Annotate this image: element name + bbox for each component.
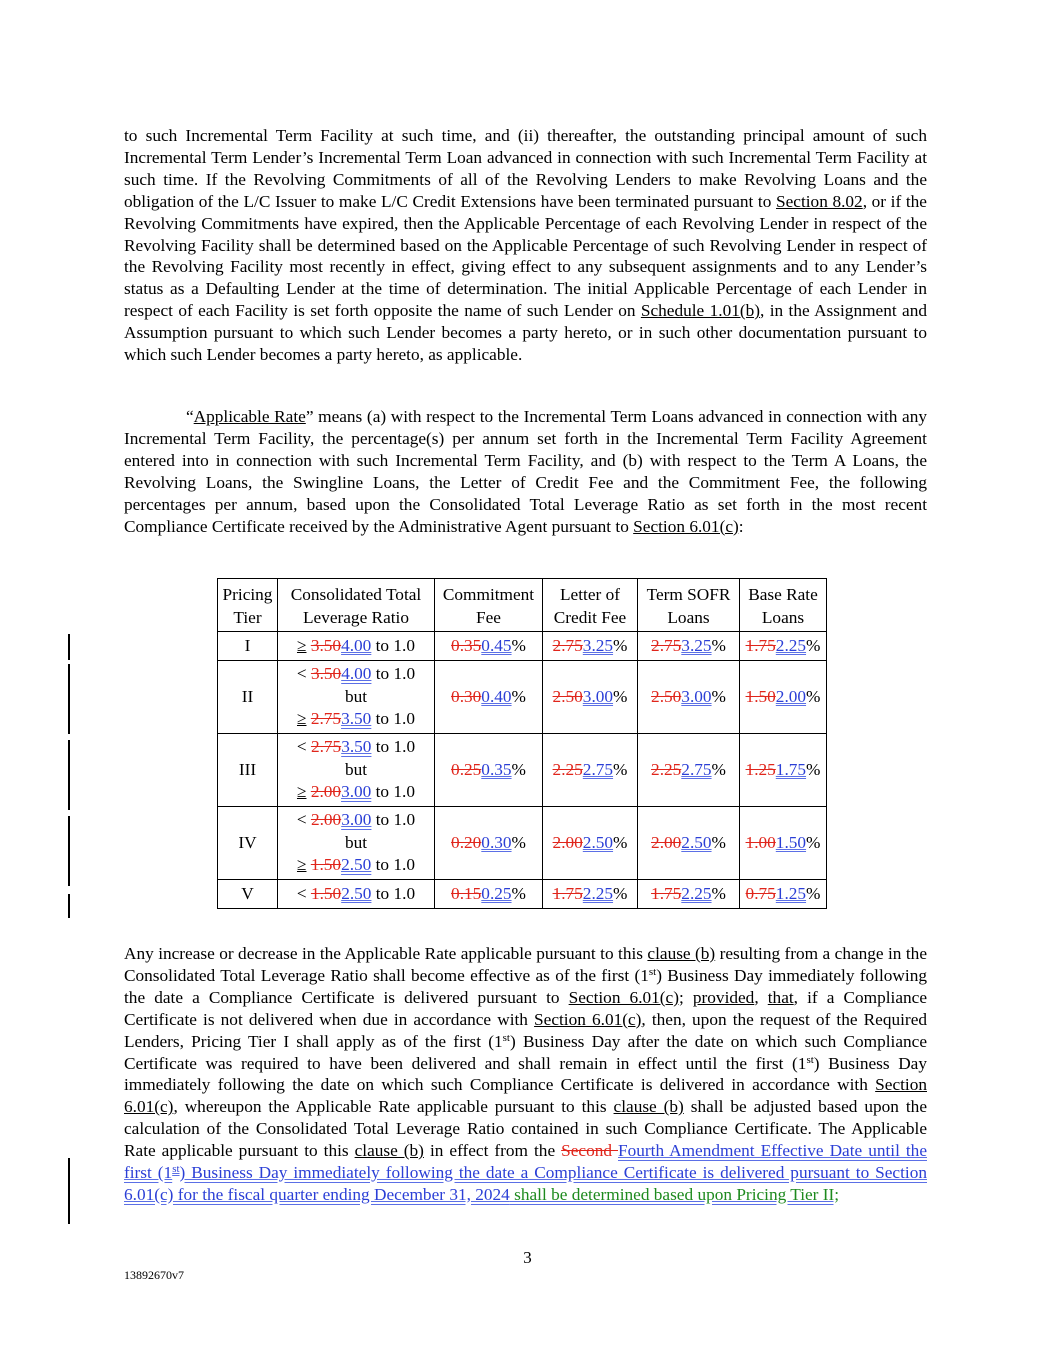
base-rate-cell: [740, 661, 827, 734]
ratio-cell: [278, 880, 435, 909]
text: %: [711, 832, 726, 852]
text: , or if the Revolving Commitments have expired, then the Applicable Percentage of each Revolving Lender in respect of the Revolving Facility shall be determined based on the Applicable Percentage of such Revolving Lender in respect of the Revolving Facility most recently in effect, giving effect to any subsequent assignments and to any Lender’s status as a Defaulting Lender at the time of determination. The initial Applicable Percentage of each Lender in respect of each Facility is set forth opposite the name of such Lender on: [124, 191, 927, 321]
ratio-line: [281, 781, 431, 804]
inserted-value: 4.00: [341, 635, 372, 655]
term-sofr-cell: [638, 734, 740, 807]
section-reference: Section 6.01(c): [124, 1075, 927, 1117]
deleted-value: 1.25: [745, 759, 776, 779]
inserted-value: 0.25: [481, 883, 512, 903]
term-sofr-cell: [638, 880, 740, 909]
term-sofr-cell: [638, 632, 740, 661]
ordinal-suffix: st: [648, 965, 657, 978]
term-sofr-cell: [638, 807, 740, 880]
ratio-line: but: [344, 759, 368, 779]
loc-fee-cell: [543, 632, 638, 661]
inserted-value: 2.00: [775, 686, 807, 706]
text: <: [296, 810, 307, 830]
paragraph-applicable-percentage: [124, 125, 927, 366]
deleted-value: 1.75: [552, 883, 583, 903]
base-rate-cell: [740, 632, 827, 661]
inserted-value: 3.25: [681, 635, 712, 655]
schedule-reference: Schedule 1.01(b): [640, 301, 760, 321]
text: to 1.0: [371, 782, 415, 802]
text: , then, upon the request of the Required Lenders, Pricing Tier I shall apply as of the first (1: [124, 1009, 928, 1051]
header-commitment-fee: Commitment Fee: [435, 579, 543, 632]
loc-fee-cell: [543, 661, 638, 734]
tier-cell: III: [218, 734, 278, 807]
deleted-value: 1.50: [745, 686, 776, 706]
ratio-cell: [278, 807, 435, 880]
inserted-value: 1.25: [775, 883, 807, 903]
text: %: [613, 832, 628, 852]
tier-cell: IV: [218, 807, 278, 880]
text: ≥: [296, 709, 307, 729]
text: ) Business Day immediately following the date on which such Compliance Certificate is delivered in accordance with: [124, 1053, 927, 1095]
deleted-value: 3.50: [310, 635, 342, 655]
text: resulting from a change in the Consolidated Total Leverage Ratio shall become effective as of the first (1: [124, 944, 927, 985]
inserted-value: 2.50: [341, 855, 372, 875]
inserted-value: 3.00: [681, 686, 712, 706]
inserted-value: 2.50: [341, 883, 372, 903]
table-header-row: [218, 579, 827, 632]
header-pricing-tier: Pricing Tier: [218, 579, 278, 632]
text: , if a Compliance Certificate is not delivered when due in accordance with: [124, 987, 928, 1029]
change-bar: [68, 816, 70, 886]
page-number: 3: [523, 1248, 532, 1267]
commitment-fee-cell: [435, 807, 543, 880]
text: to 1.0: [371, 855, 415, 875]
deleted-value: 2.50: [552, 686, 583, 706]
ratio-line: [281, 854, 431, 877]
inserted-value: 1.75: [775, 759, 807, 779]
header-base-rate-loans: Base Rate Loans: [740, 579, 827, 632]
text: to such Incremental Term Facility at such time, and (ii) thereafter, the outstanding principal amount of such Incremental Term Lender’s Incremental Term Loan advanced in connection with such Incremental Term Facility at such time. If the Revolving Commitments of all of the Revolving Lenders to make Revolving Loans and the obligation of the L/C Issuer to make L/C Credit Extensions have been terminated pursuant to: [124, 126, 927, 211]
deleted-value: 1.75: [745, 635, 776, 655]
inserted-value: 2.50: [681, 832, 712, 852]
inserted-value: 0.45: [481, 635, 512, 655]
section-reference: Section 8.02: [776, 191, 863, 211]
text: to 1.0: [371, 709, 415, 729]
text: <: [296, 737, 307, 757]
deleted-value: 2.25: [651, 759, 682, 779]
text: %: [613, 686, 628, 706]
deleted-value: 2.75: [651, 635, 682, 655]
text: %: [806, 635, 821, 655]
text: shall be adjusted based upon the calculation of the Consolidated Total Leverage Ratio contained in such Compliance Certificate. The Applicable Rate applicable pursuant to this: [124, 1097, 927, 1161]
text: <: [296, 664, 307, 684]
text: ” means (a) with respect to the Incremental Term Loans advanced in connection with any Incremental Term Facility, the percentage(s) per annum set forth in the Incremental Term Facility Agreement entered into in connection with such Incremental Term Facility, and (b) with respect to the Term A Loans, the Revolving Loans, the Swingline Loans, the Letter of Credit Fee and the Commitment Fee, the following percentages per annum, based upon the Consolidated Total Leverage Ratio as set forth in the most recent Compliance Certificate received by the Administrative Agent pursuant to: [124, 407, 927, 536]
moved-text: shall be determined based upon Pricing Tier II;: [509, 1184, 840, 1204]
term-sofr-cell: [638, 661, 740, 734]
text: “: [186, 407, 194, 426]
loc-fee-cell: [543, 807, 638, 880]
text: to 1.0: [371, 737, 416, 757]
inserted-value: 2.75: [582, 759, 614, 779]
deleted-value: 0.15: [451, 883, 482, 903]
inserted-value: 0.35: [481, 759, 512, 779]
table-row-tier-v: [218, 880, 827, 909]
inserted-value: 1.50: [775, 832, 807, 852]
clause-reference: clause (b): [647, 944, 716, 963]
deleted-value: 2.00: [310, 782, 342, 802]
text: %: [511, 686, 526, 706]
text: %: [511, 635, 526, 655]
loc-fee-cell: [543, 734, 638, 807]
text: in effect from the: [423, 1141, 562, 1161]
ratio-cell: [278, 661, 435, 734]
deleted-value: 0.30: [451, 686, 482, 706]
text: %: [806, 832, 821, 852]
tier-cell: II: [218, 661, 278, 734]
header-term-sofr-loans: Term SOFR Loans: [638, 579, 740, 632]
table-row-tier-iii: [218, 734, 827, 807]
change-bar: [68, 634, 70, 660]
ratio-line: [281, 736, 431, 759]
inserted-value: 2.25: [681, 883, 712, 903]
document-id: 13892670v7: [124, 1268, 184, 1282]
table-row-tier-ii: [218, 661, 827, 734]
proviso-term: that: [767, 987, 794, 1007]
inserted-value: 2.75: [681, 759, 712, 779]
text: %: [711, 759, 726, 779]
ordinal-suffix: st: [502, 1031, 510, 1044]
text: Any increase or decrease in the Applicable Rate applicable pursuant to this: [124, 944, 648, 963]
change-bar: [68, 664, 70, 734]
table-row-tier-i: [218, 632, 827, 661]
ratio-line: but: [344, 832, 368, 852]
commitment-fee-cell: [435, 632, 543, 661]
clause-reference: clause (b): [354, 1141, 424, 1161]
text: ≥: [296, 855, 307, 875]
deleted-value: 1.50: [310, 855, 342, 875]
text: %: [613, 759, 628, 779]
tier-cell: I: [218, 632, 278, 661]
proviso-term: provided: [692, 987, 755, 1007]
deleted-value: 3.50: [310, 664, 342, 684]
inserted-value: 0.30: [481, 832, 512, 852]
text: , in the Assignment and Assumption pursuant to which such Lender becomes a party hereto, or in such other documentation pursuant to which such Lender becomes a party hereto, as applicable.: [124, 301, 927, 365]
inserted-text: Fourth Amendment Effective Date until the first (1: [124, 1141, 927, 1183]
base-rate-cell: [740, 807, 827, 880]
text: %: [806, 686, 821, 706]
text: %: [511, 759, 526, 779]
deleted-value: 2.75: [310, 709, 342, 729]
ratio-line: [281, 663, 431, 686]
base-rate-cell: [740, 880, 827, 909]
text: :: [738, 516, 744, 536]
inserted-value: 2.25: [775, 635, 807, 655]
inserted-value: 3.00: [341, 810, 372, 830]
inserted-value: 3.50: [341, 709, 372, 729]
ratio-line: but: [344, 686, 368, 706]
text: ) Business Day after the date on which such Compliance Certificate was required to have been delivered and shall remain in effect until the first (1: [124, 1031, 928, 1073]
deleted-value: 1.75: [651, 883, 682, 903]
text: ≥: [296, 782, 307, 802]
inserted-value: 4.00: [341, 664, 372, 684]
deleted-value: 0.35: [451, 635, 482, 655]
deleted-text: Second: [561, 1141, 618, 1161]
deleted-value: 0.75: [745, 883, 776, 903]
deleted-value: 2.00: [310, 810, 342, 830]
deleted-value: 0.25: [451, 759, 482, 779]
inserted-value: 2.50: [582, 832, 614, 852]
inserted-text: ) Business Day immediately following the date a Compliance Certificate is delivered pursuant to Section 6.01(c) for the fiscal quarter ending December 31, 2024: [124, 1163, 927, 1204]
deleted-value: 2.75: [552, 635, 583, 655]
deleted-value: 2.50: [651, 686, 682, 706]
change-bar: [68, 1158, 70, 1224]
text: %: [511, 832, 526, 852]
pricing-tier-table: [217, 578, 827, 909]
inserted-value: 3.25: [582, 635, 614, 655]
table-row-tier-iv: [218, 807, 827, 880]
deleted-value: 1.00: [745, 832, 776, 852]
text: <: [296, 883, 307, 903]
text: to 1.0: [371, 883, 416, 903]
ratio-line: [281, 708, 431, 731]
tier-cell: V: [218, 880, 278, 909]
inserted-value: 3.50: [341, 737, 372, 757]
deleted-value: 2.75: [310, 737, 342, 757]
text: %: [613, 635, 628, 655]
ratio-line: [281, 809, 431, 832]
paragraph-applicable-rate-definition: [124, 406, 927, 537]
text: %: [711, 686, 726, 706]
paragraph-rate-adjustment: [124, 943, 927, 1206]
base-rate-cell: [740, 734, 827, 807]
text: to 1.0: [371, 635, 415, 655]
commitment-fee-cell: [435, 880, 543, 909]
text: ,: [754, 987, 768, 1007]
inserted-value: 0.40: [481, 686, 512, 706]
inserted-value: 2.25: [582, 883, 614, 903]
section-reference: Section 6.01(c): [534, 1009, 642, 1029]
clause-reference: clause (b): [613, 1097, 684, 1117]
section-reference: Section 6.01(c): [633, 516, 739, 536]
ratio-cell: [278, 632, 435, 661]
text: %: [711, 883, 726, 903]
text: to 1.0: [371, 664, 416, 684]
inserted-value: 3.00: [582, 686, 614, 706]
text: %: [613, 883, 628, 903]
header-leverage-ratio: Consolidated Total Leverage Ratio: [278, 579, 435, 632]
deleted-value: 2.00: [651, 832, 682, 852]
deleted-value: 1.50: [310, 883, 342, 903]
text: %: [711, 635, 726, 655]
text: ) Business Day immediately following the date a Compliance Certificate is delivered pursuant to: [124, 965, 927, 1007]
deleted-value: 2.25: [552, 759, 583, 779]
section-reference: Section 6.01(c): [568, 987, 679, 1007]
deleted-value: 2.00: [552, 832, 583, 852]
text: %: [511, 883, 526, 903]
change-bar: [68, 740, 70, 810]
text: ≥: [296, 635, 307, 655]
inserted-value: 3.00: [341, 782, 372, 802]
header-letter-of-credit-fee: Letter of Credit Fee: [543, 579, 638, 632]
ratio-cell: [278, 734, 435, 807]
text: ;: [678, 987, 693, 1007]
commitment-fee-cell: [435, 661, 543, 734]
deleted-value: 0.20: [451, 832, 482, 852]
change-bar: [68, 894, 70, 918]
defined-term: Applicable Rate: [193, 407, 306, 426]
ordinal-suffix: st: [172, 1163, 180, 1176]
text: to 1.0: [371, 810, 416, 830]
ordinal-suffix: st: [806, 1053, 814, 1066]
text: , whereupon the Applicable Rate applicable pursuant to this: [173, 1097, 614, 1117]
text: %: [806, 883, 821, 903]
loc-fee-cell: [543, 880, 638, 909]
text: %: [806, 759, 821, 779]
commitment-fee-cell: [435, 734, 543, 807]
